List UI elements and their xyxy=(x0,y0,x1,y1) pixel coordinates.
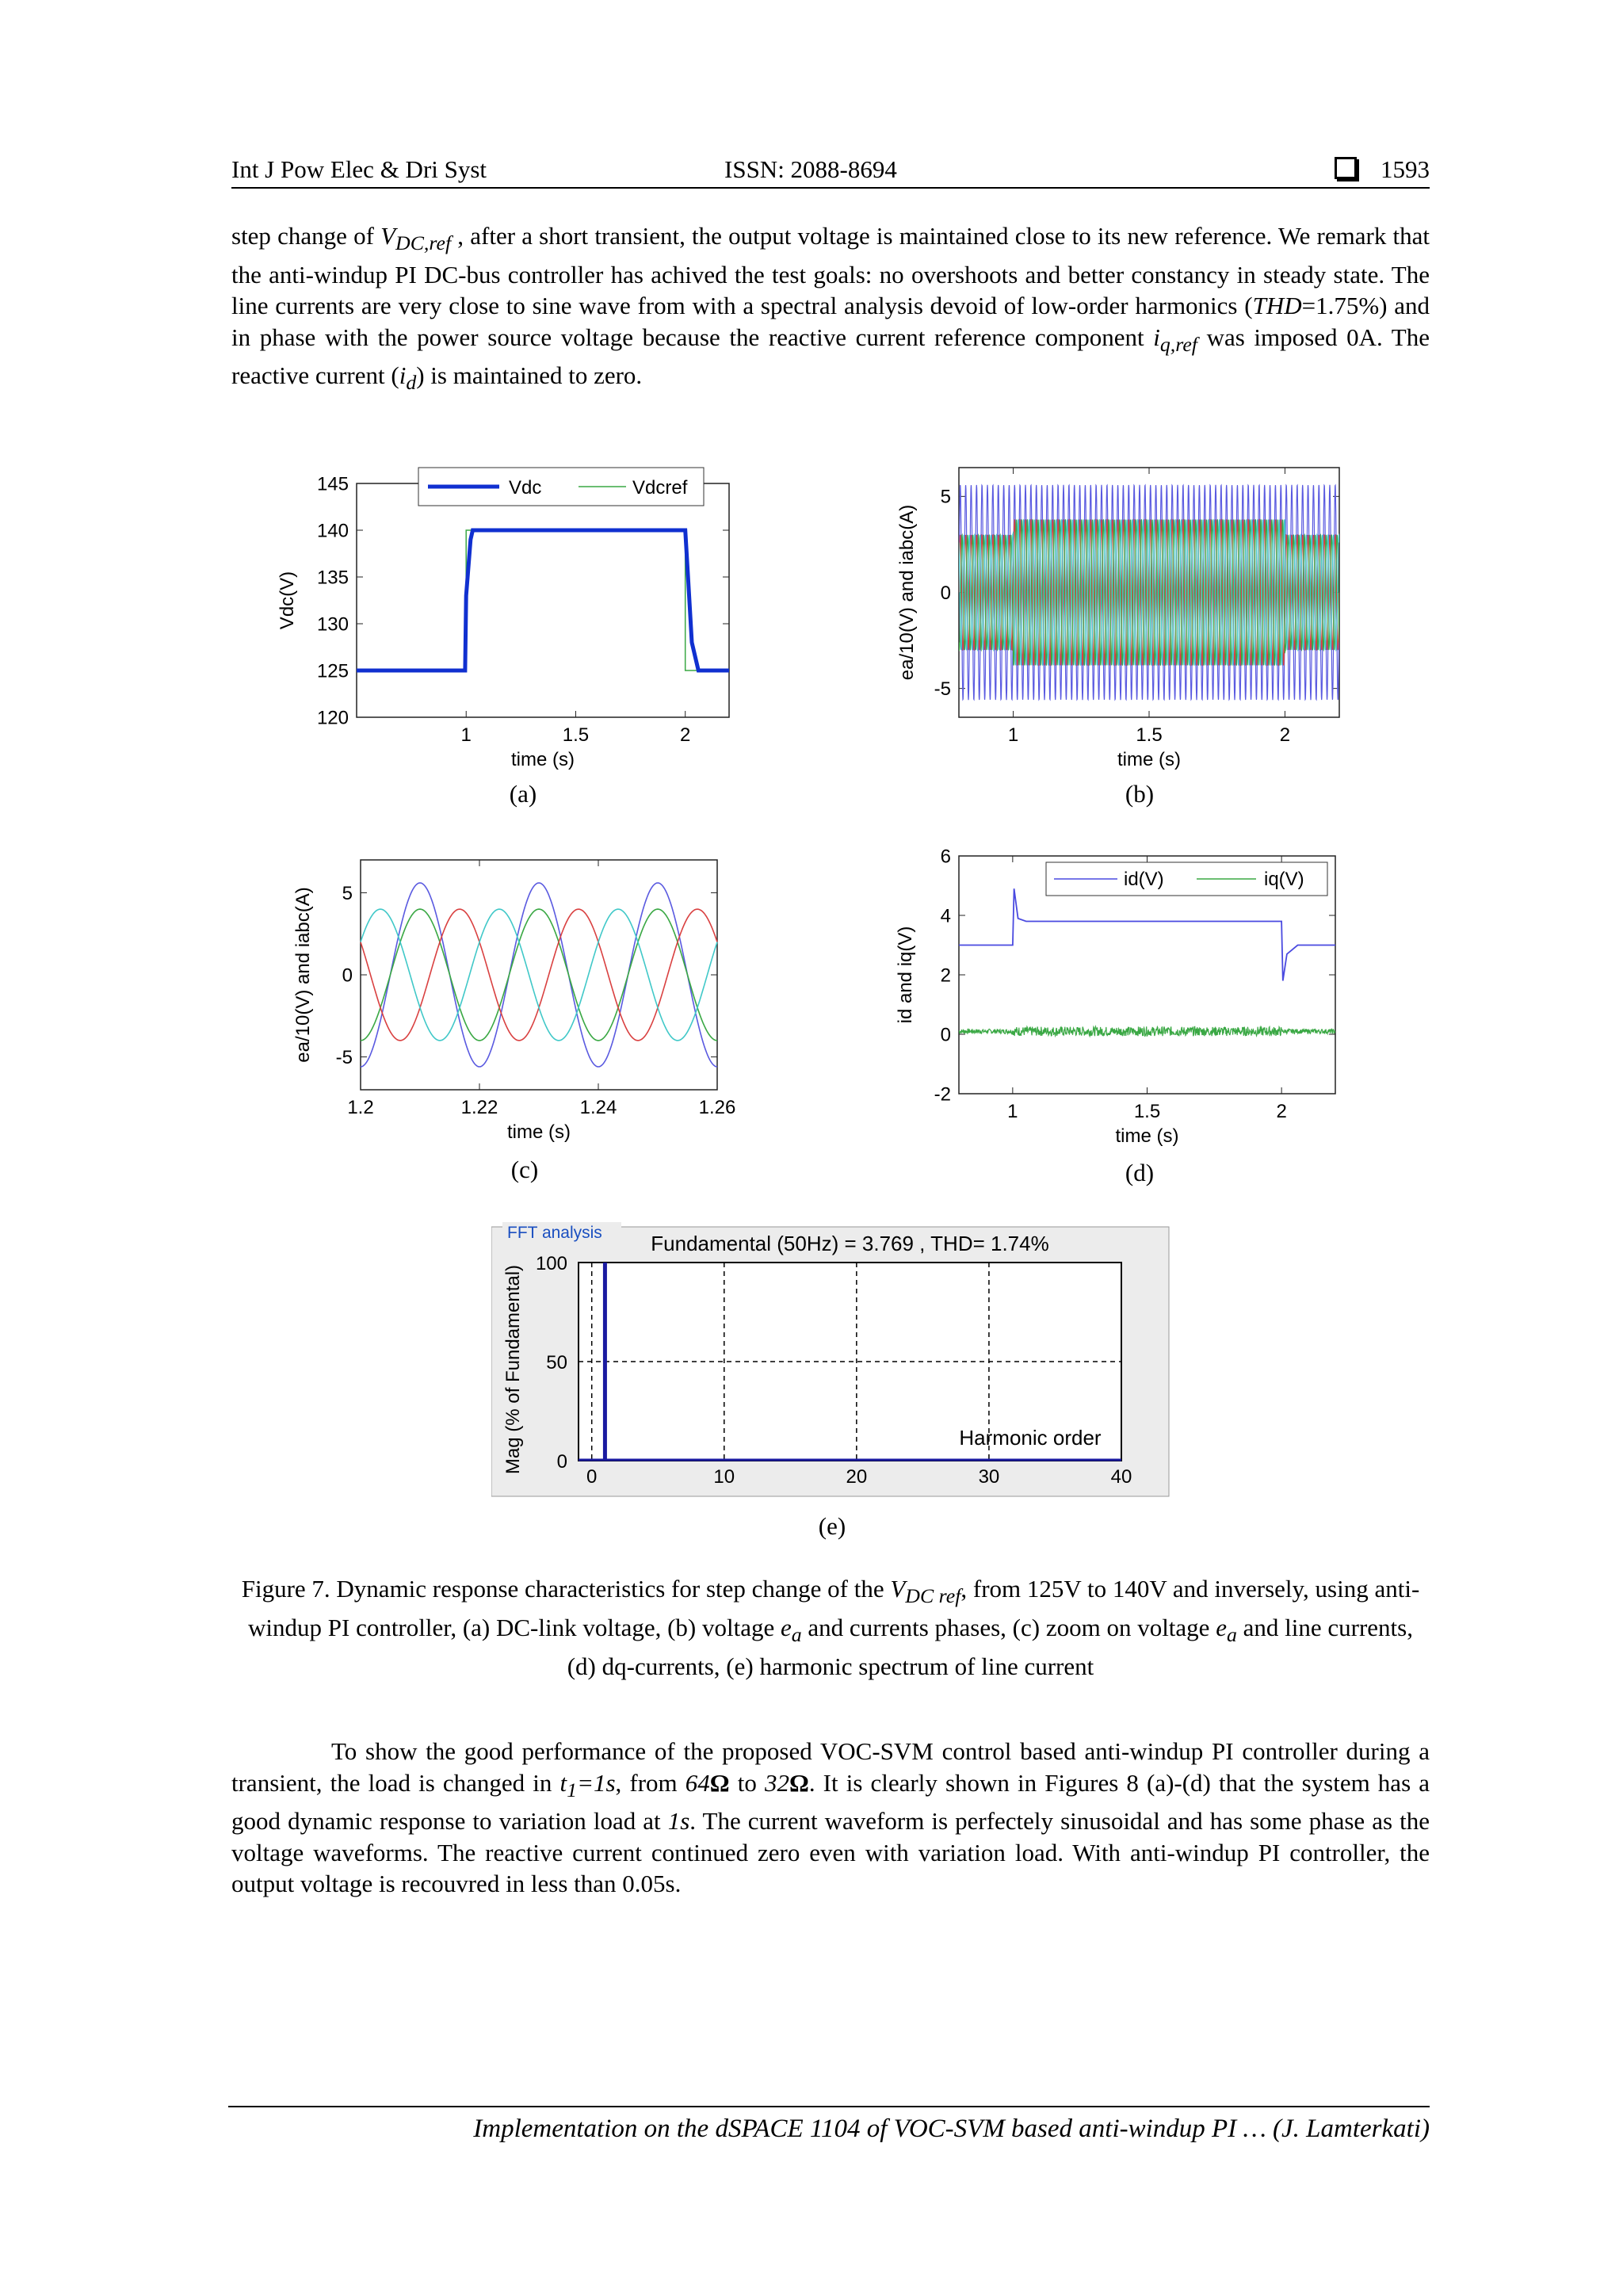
x-tick-label: 1.5 xyxy=(1136,724,1163,746)
y-tick-label: 145 xyxy=(316,473,349,495)
label-a: (a) xyxy=(509,780,537,808)
square-box-icon xyxy=(1335,157,1357,179)
y-axis-label: Vdc(V) xyxy=(277,571,298,630)
x-tick-label: 1.2 xyxy=(347,1097,374,1118)
y-tick-label: 2 xyxy=(940,965,951,987)
x-tick-label: 2 xyxy=(1276,1101,1287,1122)
x-axis-label: time (s) xyxy=(511,749,575,771)
plot-b-voltage-currents xyxy=(888,460,1363,793)
x-tick-label: 1 xyxy=(1007,1101,1018,1122)
footer-rule xyxy=(228,2106,1430,2107)
x-tick-label: 2 xyxy=(680,724,691,746)
legend-iq-label: iq(V) xyxy=(1264,869,1304,890)
fft-x-tick-label: 10 xyxy=(713,1466,735,1488)
y-tick-label: 5 xyxy=(940,486,951,508)
y-tick-label: 0 xyxy=(940,1024,951,1046)
legend xyxy=(418,468,704,506)
header-rule xyxy=(231,187,1430,189)
y-tick-label: 5 xyxy=(342,882,353,904)
y-axis-label: id and iq(V) xyxy=(895,926,916,1024)
y-axis-label: ea/10(V) and iabc(A) xyxy=(292,887,314,1063)
legend xyxy=(1046,862,1327,896)
y-tick-label: -5 xyxy=(335,1046,353,1068)
fft-x-tick-label: 30 xyxy=(978,1466,1000,1488)
x-axis-label: time (s) xyxy=(1115,1125,1179,1148)
footer-text: Implementation on the dSPACE 1104 of VOC-SVM based anti-windup PI … (J. Lamterkati) xyxy=(473,2115,1430,2143)
y-tick-label: 4 xyxy=(940,905,951,927)
fft-panel-label: FFT analysis xyxy=(507,1224,602,1242)
label-b: (b) xyxy=(1125,780,1155,808)
x-tick-label: 1.5 xyxy=(1133,1101,1161,1122)
paragraph-2: To show the good performance of the proposed VOC-SVM control based anti-windup PI controller during a transient, the load is changed in $t_1=1s$, from 64Ω to 32Ω. It is clearly shown in Figures 8 (a)-(d) that the system has a good dynamic response to variation load at 1s. The current waveform is perfectely sinusoidal and has some phase as the voltage waveforms. The reactive current continued zero even with variation load. With anti-windup PI controller, the output voltage is recouvred in less than 0.05s. xyxy=(231,1737,1430,1898)
fft-y-tick-label: 0 xyxy=(556,1451,567,1473)
fft-y-tick-label: 50 xyxy=(546,1352,567,1373)
x-axis-label: time (s) xyxy=(507,1121,571,1144)
y-tick-label: 6 xyxy=(940,846,951,868)
y-tick-label: 0 xyxy=(940,582,951,604)
figure-caption: Figure 7. Dynamic response characteristics for step change of the $V_{DC ref}$, from 125V to 140V and inversely, using anti-windup PI controller, (a) DC-link voltage, (b) voltage $e_a$ and currents phases, (c) zoom on voltage $e_a$ and line currents, (d) dq-currents, (e) harmonic spectrum of line current xyxy=(241,1575,1420,1681)
issn: ISSN: 2088-8694 xyxy=(724,155,897,183)
journal-name: Int J Pow Elec & Dri Syst xyxy=(231,155,487,183)
x-tick-label: 1.22 xyxy=(460,1097,498,1118)
plot-e-fft xyxy=(491,1219,1173,1520)
x-tick-label: 1.24 xyxy=(579,1097,617,1118)
x-axis-label: time (s) xyxy=(1117,749,1181,771)
fft-title: Fundamental (50Hz) = 3.769 , THD= 1.74% xyxy=(651,1232,1049,1255)
label-e: (e) xyxy=(818,1512,846,1540)
y-tick-label: -2 xyxy=(934,1083,951,1106)
y-tick-label: 125 xyxy=(316,660,349,682)
fft-y-tick-label: 100 xyxy=(535,1253,567,1274)
fft-y-axis-label: Mag (% of Fundamental) xyxy=(502,1264,524,1475)
plot-frame xyxy=(357,483,729,717)
fft-x-tick-label: 20 xyxy=(846,1466,868,1488)
x-tick-label: 1 xyxy=(1007,724,1019,746)
plot-frame xyxy=(361,860,717,1090)
legend-vdcref-label: Vdcref xyxy=(632,477,688,499)
x-tick-label: 1 xyxy=(460,724,472,746)
y-tick-label: 140 xyxy=(316,520,349,542)
legend-id-label: id(V) xyxy=(1124,869,1164,890)
y-tick-label: 0 xyxy=(342,965,353,987)
fft-bar xyxy=(603,1263,607,1461)
page-number: 1593 xyxy=(1381,155,1430,183)
y-axis-label: ea/10(V) and iabc(A) xyxy=(896,504,918,681)
x-tick-label: 1.26 xyxy=(698,1097,736,1118)
plot-a-dc-link-voltage xyxy=(262,460,753,793)
y-tick-label: -5 xyxy=(934,678,951,701)
fft-x-tick-label: 0 xyxy=(586,1466,598,1488)
x-tick-label: 1.5 xyxy=(562,724,590,746)
paragraph-1: step change of $V_{DC,ref}$ , after a short transient, the output voltage is maintained close to its new reference. We remark that the anti-windup PI DC-bus controller has achived the test goals: no overshoots and better constancy in steady state. The line currents are very close to sine wave from with a spectral analysis devoid of low-order harmonics (THD=1.75%) and in phase with the power source voltage because the reactive current reference component $i_{q,ref}$ was imposed 0A. The reactive current $(i_d)$ is maintained to zero. xyxy=(231,222,1430,395)
y-tick-label: 135 xyxy=(316,567,349,589)
y-tick-label: 120 xyxy=(316,707,349,729)
page-number-box xyxy=(1335,155,1430,184)
fft-x-tick-label: 40 xyxy=(1110,1466,1132,1488)
y-tick-label: 130 xyxy=(316,613,349,636)
plot-d-dq-currents xyxy=(888,840,1363,1173)
legend-vdc-label: Vdc xyxy=(509,477,542,499)
x-tick-label: 2 xyxy=(1279,724,1291,746)
label-c: (c) xyxy=(510,1156,539,1183)
label-d: (d) xyxy=(1125,1159,1155,1186)
plot-c-zoom xyxy=(285,852,761,1169)
fft-x-axis-label: Harmonic order xyxy=(959,1426,1102,1450)
